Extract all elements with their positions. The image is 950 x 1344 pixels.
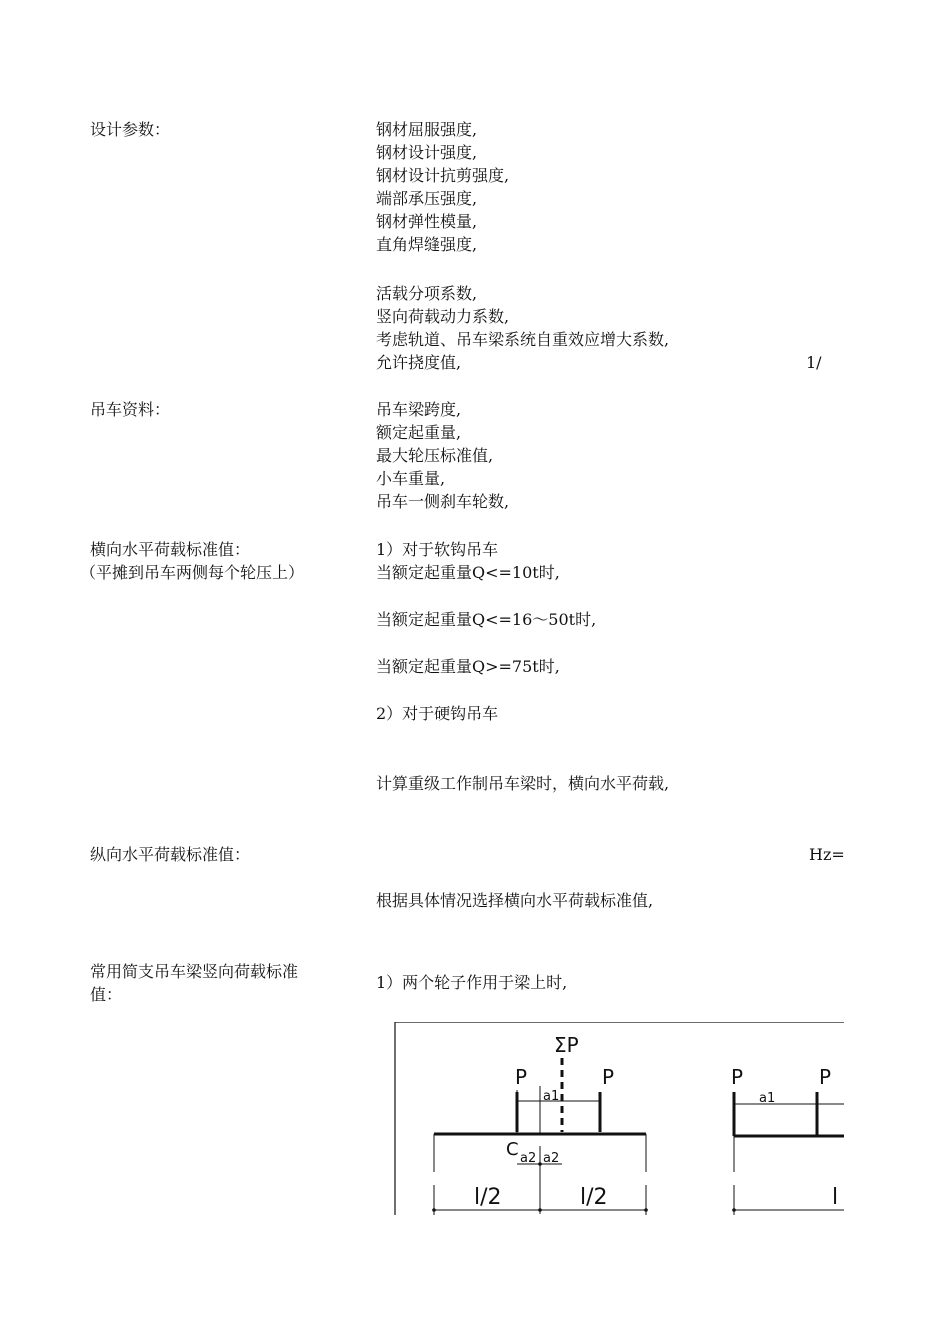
param-bearing-strength: 端部承压强度, xyxy=(376,189,478,208)
lateral-case-q16-50: 当额定起重量Q<=16～50t时, xyxy=(376,610,597,629)
vertical-load-heading-2: 值： xyxy=(90,985,123,1004)
wheel-load-diagram xyxy=(394,1022,844,1215)
a2-mid-dot xyxy=(538,1162,542,1166)
lateral-load-heading: 横向水平荷载标准值： xyxy=(90,540,251,559)
lateral-load-subheading: （平摊到吊车两侧每个轮压上） xyxy=(80,563,305,582)
param-elastic-modulus: 钢材弹性模量, xyxy=(376,212,478,231)
crane-trolley-weight: 小车重量, xyxy=(376,469,446,488)
heavy-duty-lateral-load: 计算重级工作制吊车梁时，横向水平荷载, xyxy=(376,774,670,793)
crane-brake-wheels: 吊车一侧刹车轮数, xyxy=(376,492,510,511)
design-params-heading: 设计参数： xyxy=(90,120,171,139)
c-label: C xyxy=(506,1139,519,1160)
a1-right-case-label: a1 xyxy=(759,1091,776,1106)
param-allowable-deflection: 允许挠度值, xyxy=(376,353,462,372)
deflection-ratio: 1/ xyxy=(806,353,822,372)
param-selfweight-factor: 考虑轨道、吊车梁系统自重效应增大系数, xyxy=(376,330,670,349)
span-right-case-dot xyxy=(732,1208,736,1212)
param-yield-strength: 钢材屈服强度, xyxy=(376,120,478,139)
half-span-right-label: l/2 xyxy=(580,1185,608,1210)
param-weld-strength: 直角焊缝强度, xyxy=(376,235,478,254)
p-right-case-left-label: P xyxy=(731,1065,744,1089)
p-right-case-right-label: P xyxy=(819,1065,832,1089)
param-shear-strength: 钢材设计抗剪强度, xyxy=(376,166,510,185)
hard-hook-title: 2）对于硬钩吊车 xyxy=(376,704,499,723)
crane-max-wheel-load: 最大轮压标准值, xyxy=(376,446,494,465)
span-mid-dot xyxy=(538,1208,542,1212)
crane-data-heading: 吊车资料： xyxy=(90,400,171,419)
a2-left-label: a2 xyxy=(520,1151,537,1166)
crane-beam-span: 吊车梁跨度, xyxy=(376,400,462,419)
soft-hook-title: 1）对于软钩吊车 xyxy=(376,540,499,559)
span-right-case-label: l xyxy=(832,1185,839,1210)
vertical-load-heading-1: 常用简支吊车梁竖向荷载标准 xyxy=(90,962,299,981)
a2-right-label: a2 xyxy=(543,1151,560,1166)
longitudinal-load-note: 根据具体情况选择横向水平荷载标准值, xyxy=(376,891,654,910)
span-right-dot xyxy=(644,1208,648,1212)
param-dynamic-factor: 竖向荷载动力系数, xyxy=(376,307,510,326)
two-wheels-case: 1）两个轮子作用于梁上时, xyxy=(376,973,568,992)
sum-p-label: ΣP xyxy=(554,1033,579,1057)
lateral-case-q75: 当额定起重量Q>=75t时, xyxy=(376,657,560,676)
a1-label: a1 xyxy=(543,1089,560,1104)
half-span-left-label: l/2 xyxy=(474,1185,502,1210)
p-left-label: P xyxy=(515,1065,528,1089)
lateral-case-q10: 当额定起重量Q<=10t时, xyxy=(376,563,560,582)
param-design-strength: 钢材设计强度, xyxy=(376,143,478,162)
span-left-dot xyxy=(432,1208,436,1212)
hz-label: Hz= xyxy=(809,845,845,864)
param-live-load-factor: 活载分项系数, xyxy=(376,284,478,303)
crane-rated-capacity: 额定起重量, xyxy=(376,423,462,442)
p-right-label: P xyxy=(602,1065,615,1089)
longitudinal-load-heading: 纵向水平荷载标准值： xyxy=(90,845,251,864)
